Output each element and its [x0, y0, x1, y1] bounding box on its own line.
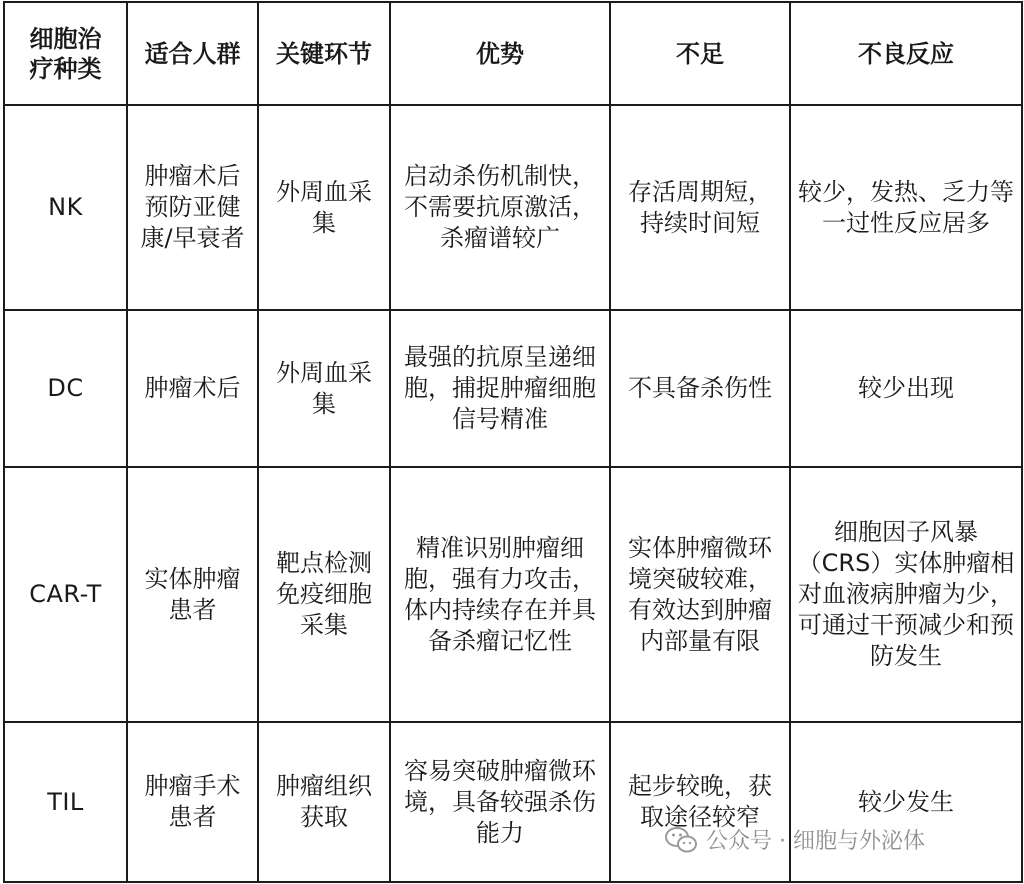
watermark-text: 公众号 · 细胞与外泌体 — [706, 829, 925, 854]
key-step-cell: 外周血采集 — [258, 105, 390, 310]
population-cell: 肿瘤手术患者 — [127, 722, 258, 882]
shortcoming-cell: 存活周期短，持续时间短 — [610, 105, 790, 310]
header-type: 细胞治疗种类 — [4, 2, 127, 105]
type-cell: TIL — [4, 722, 127, 882]
shortcoming-cell: 实体肿瘤微环境突破较难，有效达到肿瘤内部量有限 — [610, 467, 790, 722]
type-cell: NK — [4, 105, 127, 310]
population-cell: 肿瘤术后 — [127, 310, 258, 467]
advantage-cell: 最强的抗原呈递细胞，捕捉肿瘤细胞信号精准 — [390, 310, 610, 467]
table-row-dc — [4, 310, 1022, 467]
header-population: 适合人群 — [127, 2, 258, 105]
advantage-cell: 启动杀伤机制快，不需要抗原激活，杀瘤谱较广 — [390, 105, 610, 310]
watermark — [664, 824, 925, 855]
shortcoming-cell: 不具备杀伤性 — [610, 310, 790, 467]
header-advantage: 优势 — [390, 2, 610, 105]
table-row-car-t — [4, 467, 1022, 722]
advantage-cell: 精准识别肿瘤细胞，强有力攻击，体内持续存在并具备杀瘤记忆性 — [390, 467, 610, 722]
header-adverse: 不良反应 — [790, 2, 1022, 105]
key-step-cell: 外周血采集 — [258, 310, 390, 467]
type-cell: DC — [4, 310, 127, 467]
header-shortcoming: 不足 — [610, 2, 790, 105]
wechat-icon — [664, 826, 698, 854]
population-cell: 肿瘤术后预防亚健康/早衰者 — [127, 105, 258, 310]
advantage-cell: 容易突破肿瘤微环境，具备较强杀伤能力 — [390, 722, 610, 882]
adverse-cell: 较少发生 — [790, 722, 1022, 882]
table-row-nk — [4, 105, 1022, 310]
type-cell: CAR-T — [4, 467, 127, 722]
adverse-cell: 细胞因子风暴（CRS）实体肿瘤相对血液病肿瘤为少，可通过干预减少和预防发生 — [790, 467, 1022, 722]
key-step-cell: 肿瘤组织获取 — [258, 722, 390, 882]
adverse-cell: 较少，发热、乏力等一过性反应居多 — [790, 105, 1022, 310]
header-row — [4, 2, 1022, 105]
key-step-cell: 靶点检测免疫细胞采集 — [258, 467, 390, 722]
comparison-table — [3, 1, 1023, 883]
header-key-step: 关键环节 — [258, 2, 390, 105]
shortcoming-cell: 起步较晚，获取途径较窄 — [610, 722, 790, 882]
table-row-til — [4, 722, 1022, 882]
population-cell: 实体肿瘤患者 — [127, 467, 258, 722]
adverse-cell: 较少出现 — [790, 310, 1022, 467]
